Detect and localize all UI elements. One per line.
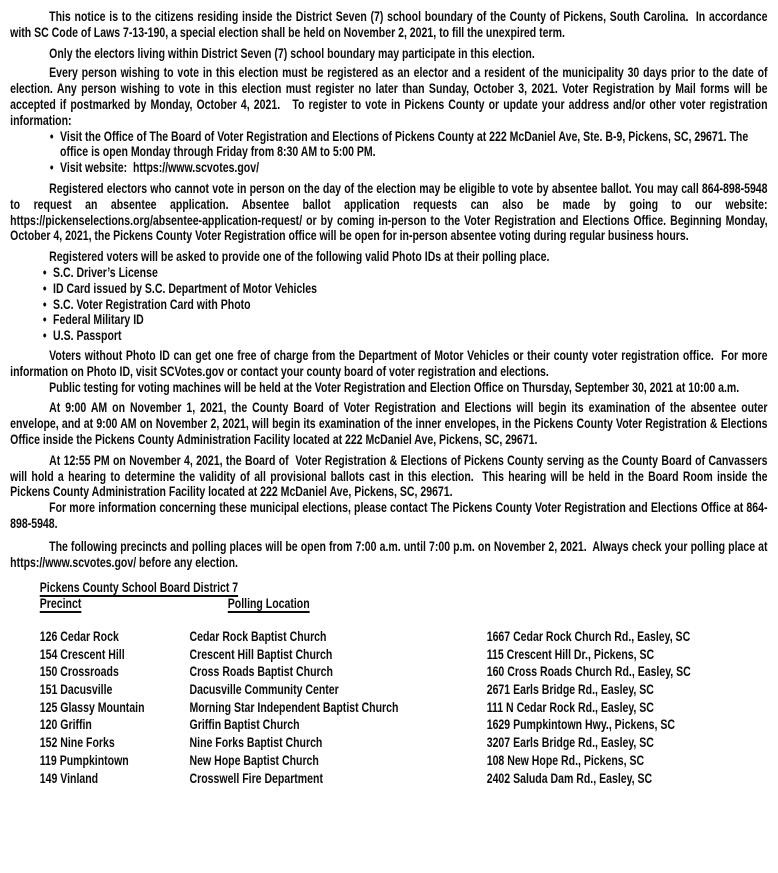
table-row <box>40 770 768 788</box>
table-row <box>40 716 768 734</box>
registration-office-bullet: • Visit the Office of The Board of Voter Registration and Elections of Pickens County at 222 McDaniel Ave, Ste. B-9, Pickens, SC, 29671. The office is open Monday through Friday from 8:30 AM to 5:00 PM. <box>50 129 768 161</box>
photo-id-item: • S.C. Driver’s License <box>43 265 768 281</box>
address-cell: 2671 Earls Bridge Rd., Easley, SC <box>486 682 654 697</box>
address-cell: 160 Cross Roads Church Rd., Easley, SC <box>486 664 691 680</box>
table-row <box>40 699 768 717</box>
location-cell: Nine Forks Baptist Church <box>189 735 323 751</box>
absentee-paragraph: Registered electors who cannot vote in person on the day of the election may be eligible to vote by absentee ballot. You may call 864-898-5948 to request an absentee application. Absentee ballot application requests can also be made by going to our website: https://pickenselections.org/absentee-application-request/ or by coming in-person to the Voter Registration and Elections Office. Beginning Monday, October 4, 2021, the Pickens County Voter Registration office will be open for in-person absentee voting during regular business hours. <box>10 180 771 244</box>
location-cell: Griffin Baptist Church <box>189 717 300 733</box>
location-cell: Cedar Rock Baptist Church <box>189 628 327 644</box>
registration-options-list <box>10 129 767 176</box>
table-row <box>40 646 768 664</box>
table-row <box>40 681 768 699</box>
address-cell: 1667 Cedar Rock Church Rd., Easley, SC <box>486 628 691 644</box>
address-cell: 108 New Hope Rd., Pickens, SC <box>486 752 645 768</box>
precinct-cell: 150 Crossroads <box>39 664 119 680</box>
more-info-paragraph: For more information concerning these municipal elections, please contact The Pickens County Voter Registration and Elections Office at 864-898-5948. <box>10 500 768 531</box>
address-cell: 3207 Earls Bridge Rd., Easley, SC <box>486 735 654 751</box>
location-cell: Crosswell Fire Department <box>189 770 323 786</box>
provisional-hearing-paragraph: At 12:55 PM on November 4, 2021, the Board of Voter Registration & Elections of Pickens County serving as the County Board of Canvassers will hold a hearing to determine the validity of all provisional ballots cast in this election. This hearing will be held in the Board Room inside the Pickens County Administration Facility located at 222 McDaniel Ave, Pickens, SC, 29671. <box>10 452 771 500</box>
precinct-table-body <box>40 628 768 787</box>
precinct-cell: 120 Griffin <box>39 717 92 733</box>
precinct-cell: 119 Pumpkintown <box>39 752 129 768</box>
photo-id-item: • ID Card issued by S.C. Department of Motor Vehicles <box>43 281 768 297</box>
electors-only-paragraph: Only the electors living within District Seven (7) school boundary may participate in this election. <box>49 45 535 61</box>
polling-hours-paragraph: The following precincts and polling places will be open from 7:00 a.m. until 7:00 p.m. on November 2, 2021. Always check your polling place at https://www.scvotes.gov/ before any election. <box>10 538 771 570</box>
location-cell: Dacusville Community Center <box>189 682 339 697</box>
public-testing-paragraph: Public testing for voting machines will be held at the Voter Registration and Election Office on Thursday, September 30, 2021 at 10:00 a.m. <box>49 379 740 395</box>
table-row <box>40 628 768 646</box>
address-cell: 111 N Cedar Rock Rd., Easley, SC <box>486 699 654 715</box>
precinct-cell: 152 Nine Forks <box>39 735 115 751</box>
address-cell: 2402 Saluda Dam Rd., Easley, SC <box>486 770 653 786</box>
registration-paragraph: Every person wishing to vote in this election must be registered as an elector and a resident of the municipality 30 days prior to the date of election. Any person wishing to vote in this election must register no later than Sunday, October 3, 2021. Voter Registration by Mail forms will be accepted if postmarked by Monday, October 4, 2021. To register to vote in Pickens County or update your address and/or other voter registration information: <box>10 65 771 128</box>
address-cell: 115 Crescent Hill Dr., Pickens, SC <box>486 646 655 662</box>
precinct-cell: 151 Dacusville <box>39 682 113 697</box>
photo-id-intro-paragraph: Registered voters will be asked to provide one of the following valid Photo IDs at their polling place. <box>49 249 550 265</box>
precinct-cell: 126 Cedar Rock <box>39 628 119 644</box>
table-title: Pickens County School Board District 7 <box>39 580 239 596</box>
photo-id-list <box>10 265 767 344</box>
intro-paragraph: This notice is to the citizens residing inside the District Seven (7) school boundary of the County of Pickens, South Carolina. In accordance with SC Code of Laws 7-13-190, a special election shall be held on November 2, 2021, to fill the unexpired term. <box>10 9 771 40</box>
table-row <box>40 752 768 770</box>
precinct-cell: 154 Crescent Hill <box>39 646 125 662</box>
location-cell: Crescent Hill Baptist Church <box>189 646 333 662</box>
precinct-cell: 125 Glassy Mountain <box>39 699 145 715</box>
photo-id-item: • S.C. Voter Registration Card with Photo <box>43 297 768 313</box>
column-header-precinct: Precinct <box>39 596 82 612</box>
table-row <box>40 663 768 681</box>
photo-id-free-paragraph: Voters without Photo ID can get one free of charge from the Department of Motor Vehicles or their county voter registration office. For more information on Photo ID, visit SCVotes.gov or contact your county board of voter registration and elections. <box>10 347 771 379</box>
address-cell: 1629 Pumpkintown Hwy., Pickens, SC <box>486 717 675 733</box>
column-header-polling-location: Polling Location <box>227 596 310 612</box>
location-cell: New Hope Baptist Church <box>189 752 319 768</box>
location-cell: Morning Star Independent Baptist Church <box>189 699 399 715</box>
envelope-examination-paragraph: At 9:00 AM on November 1, 2021, the County Board of Voter Registration and Elections will begin its examination of the absentee outer envelope, and at 9:00 AM on November 2, 2021, will begin its examination of the inner envelopes, in the Pickens County Voter Registration & Elections Office inside the Pickens County Administration Facility located at 222 McDaniel Ave, Pickens, SC, 29671. <box>10 400 774 447</box>
table-row <box>40 734 768 752</box>
photo-id-item: • U.S. Passport <box>43 328 768 344</box>
registration-website-bullet: • Visit website: https://www.scvotes.gov/ <box>50 160 768 176</box>
photo-id-item: • Federal Military ID <box>43 312 768 328</box>
precinct-table <box>40 580 768 787</box>
location-cell: Cross Roads Baptist Church <box>189 664 333 680</box>
precinct-cell: 149 Vinland <box>39 770 99 786</box>
